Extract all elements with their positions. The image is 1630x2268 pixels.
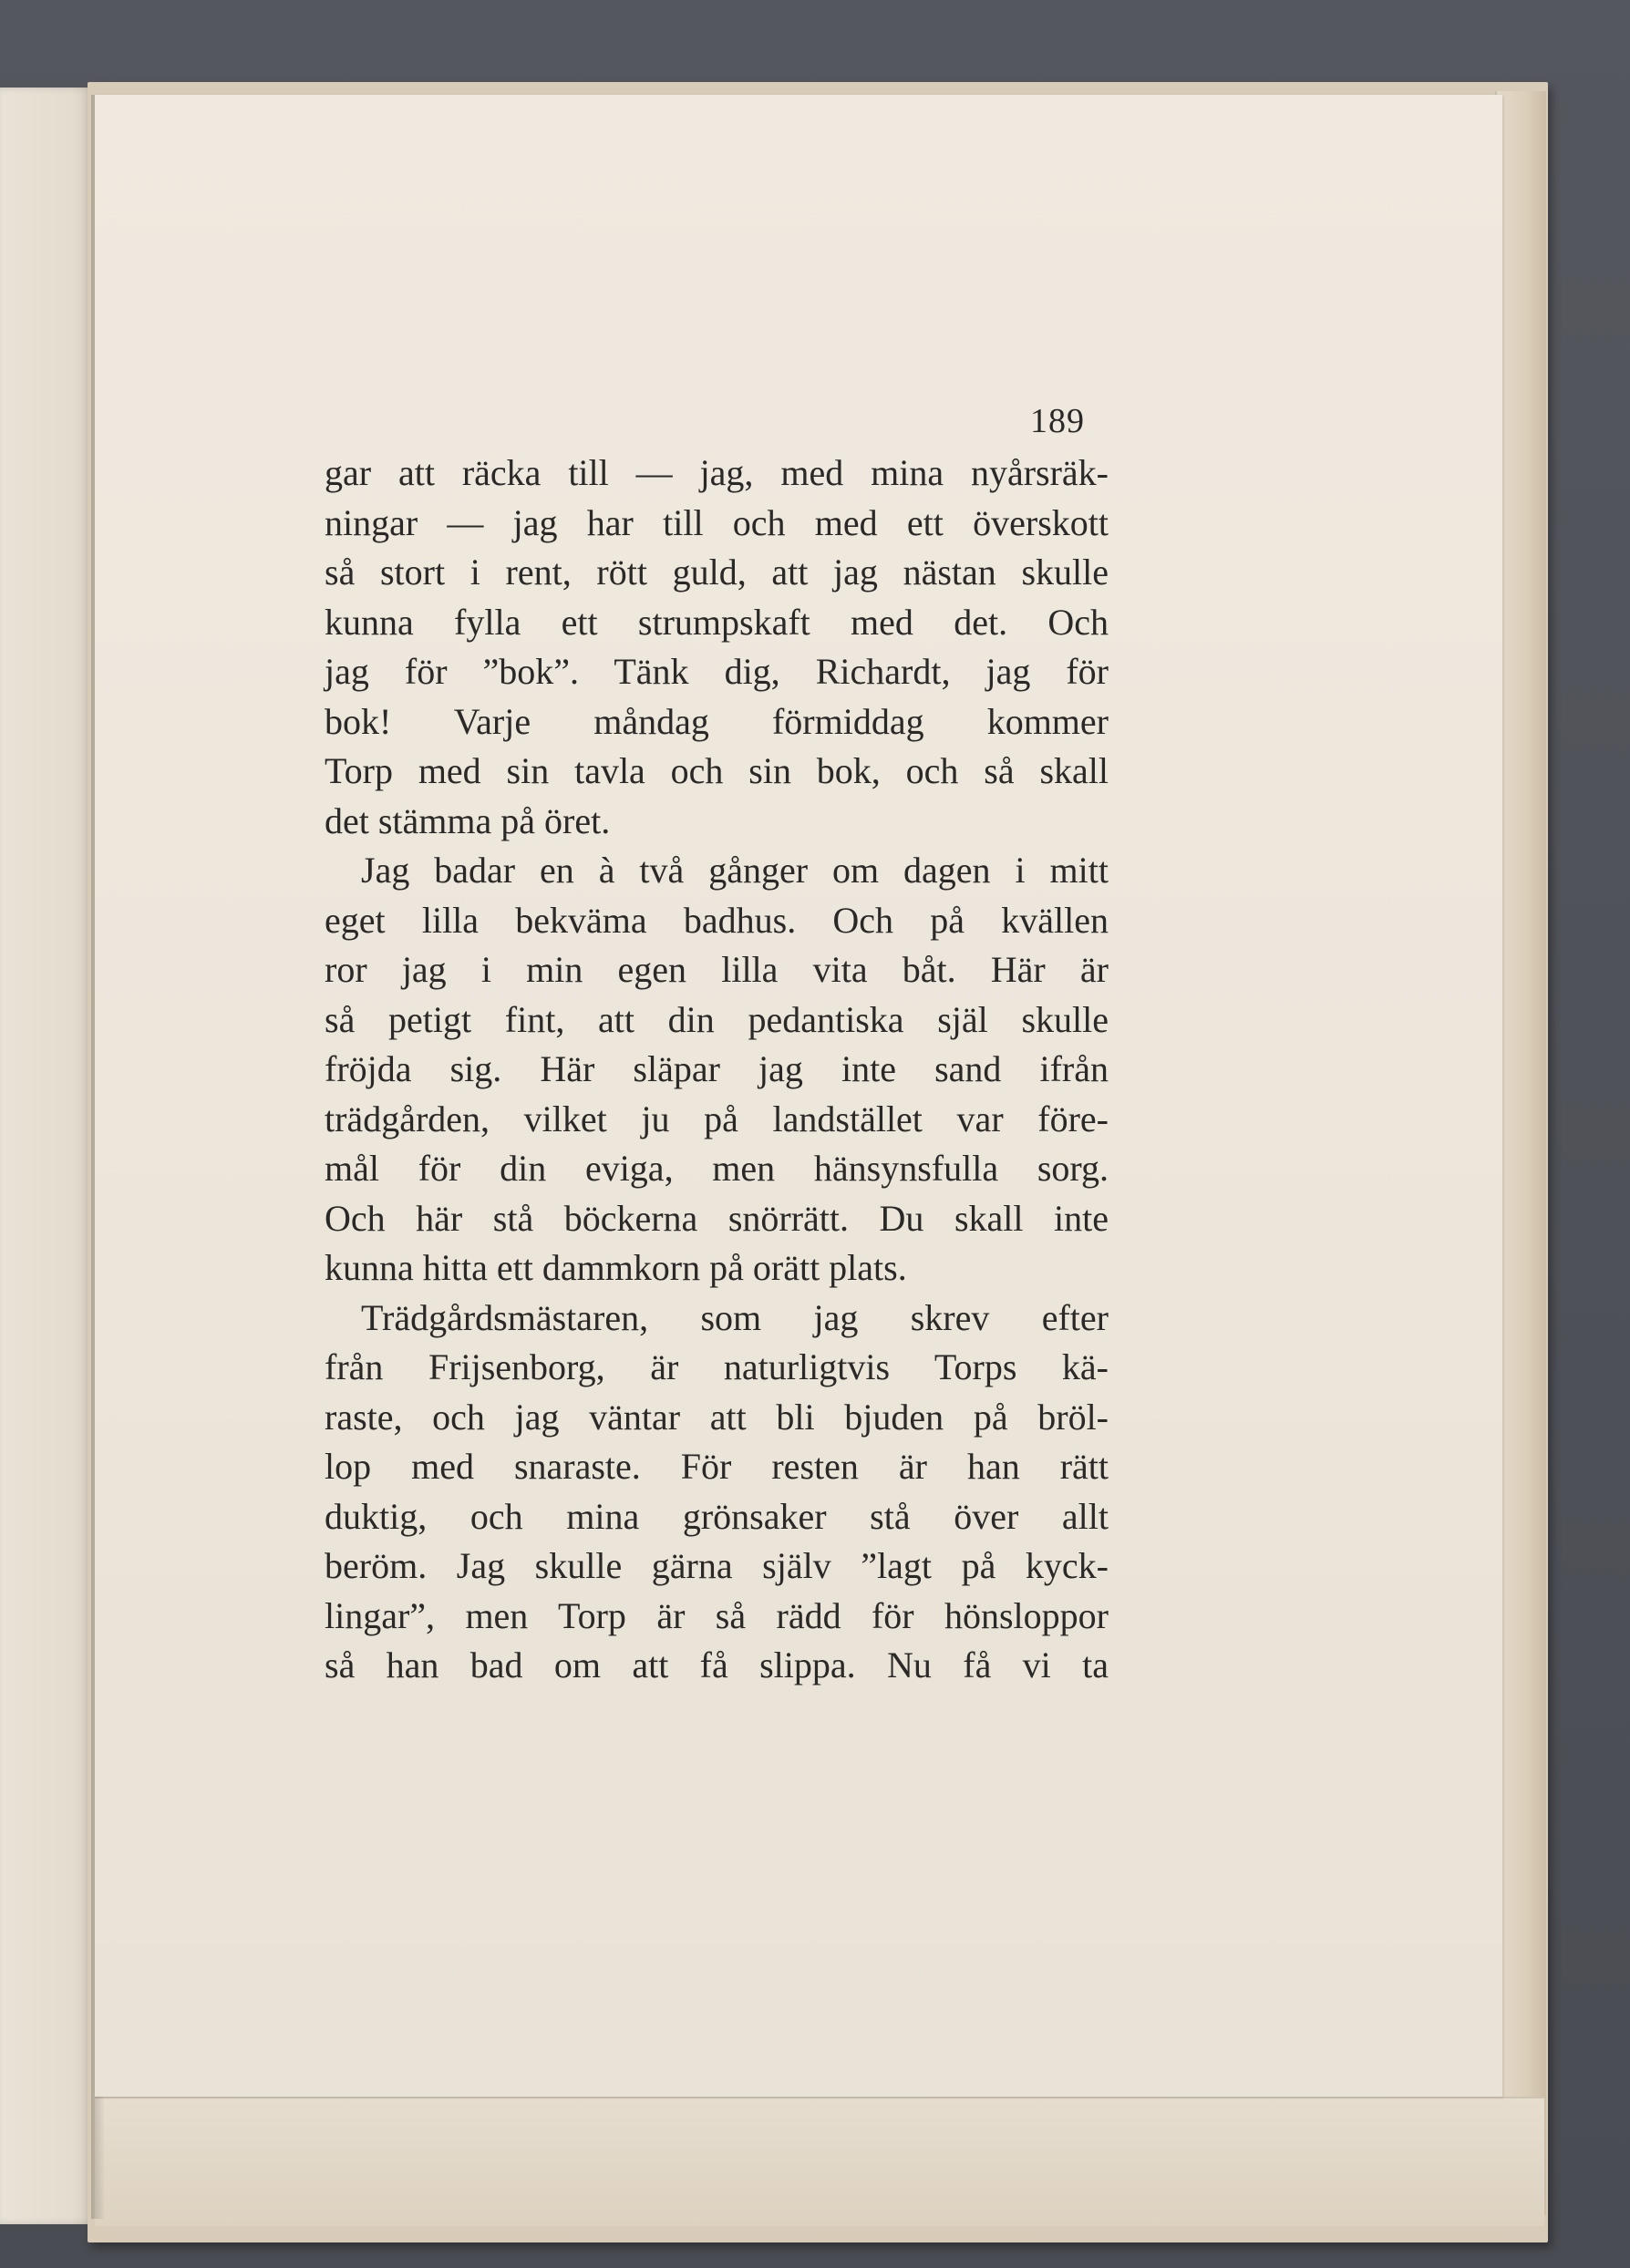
paragraph-1 xyxy=(325,448,1109,846)
text-line: så stort i rent, rött guld, att jag nästan skulle xyxy=(325,552,1109,593)
text-line: bok! Varje måndag förmiddag kommer xyxy=(325,700,1109,742)
text-line: fröjda sig. Här släpar jag inte sand ifrån xyxy=(325,1048,1109,1089)
text-line: kunna hitta ett dammkorn på orätt plats. xyxy=(325,1247,907,1288)
text-line: duktig, och mina grönsaker stå över allt xyxy=(325,1495,1109,1537)
text-line: eget lilla bekväma badhus. Och på kvällen xyxy=(325,899,1109,941)
text-line: ningar — jag har till och med ett överskott xyxy=(325,501,1109,543)
page-number: 189 xyxy=(1030,402,1085,440)
text-line: ror jag i min egen lilla vita båt. Här är xyxy=(325,949,1109,990)
text-line: Och här stå böckerna snörrätt. Du skall inte xyxy=(325,1197,1109,1239)
text-line: från Frijsenborg, är naturligtvis Torps kä- xyxy=(325,1346,1109,1387)
text-line: lop med snaraste. För resten är han rätt xyxy=(325,1446,1109,1487)
text-line: Jag badar en à två gånger om dagen i mitt xyxy=(361,850,1109,891)
text-line: jag för ”bok”. Tänk dig, Richardt, jag för xyxy=(325,651,1109,692)
text-line: beröm. Jag skulle gärna själv ”lagt på kyck- xyxy=(325,1545,1109,1586)
page-stack-bottom-edge xyxy=(95,2097,1544,2226)
text-line: lingar”, men Torp är så rädd för hönsloppor xyxy=(325,1594,1109,1636)
page-body-text xyxy=(325,448,1109,1691)
text-line: trädgården, vilket ju på landstället var före- xyxy=(325,1098,1109,1139)
page-stack-right-edge xyxy=(1495,91,1546,2215)
text-line: mål för din eviga, men hänsynsfulla sorg. xyxy=(325,1148,1109,1189)
text-line: Torp med sin tavla och sin bok, och så skall xyxy=(325,750,1109,791)
paragraph-3 xyxy=(325,1294,1109,1691)
paragraph-2 xyxy=(325,846,1109,1294)
text-line: gar att räcka till — jag, med mina nyårsräk- xyxy=(325,452,1109,493)
text-line: det stämma på öret. xyxy=(325,799,611,841)
text-line: Trädgårdsmästaren, som jag skrev efter xyxy=(361,1296,1109,1338)
text-line: så han bad om att få slippa. Nu få vi ta xyxy=(325,1644,1109,1686)
text-line: raste, och jag väntar att bli bjuden på bröl- xyxy=(325,1396,1109,1438)
text-line: så petigt fint, att din pedantiska själ skulle xyxy=(325,998,1109,1040)
text-line: kunna fylla ett strumpskaft med det. Och xyxy=(325,601,1109,643)
